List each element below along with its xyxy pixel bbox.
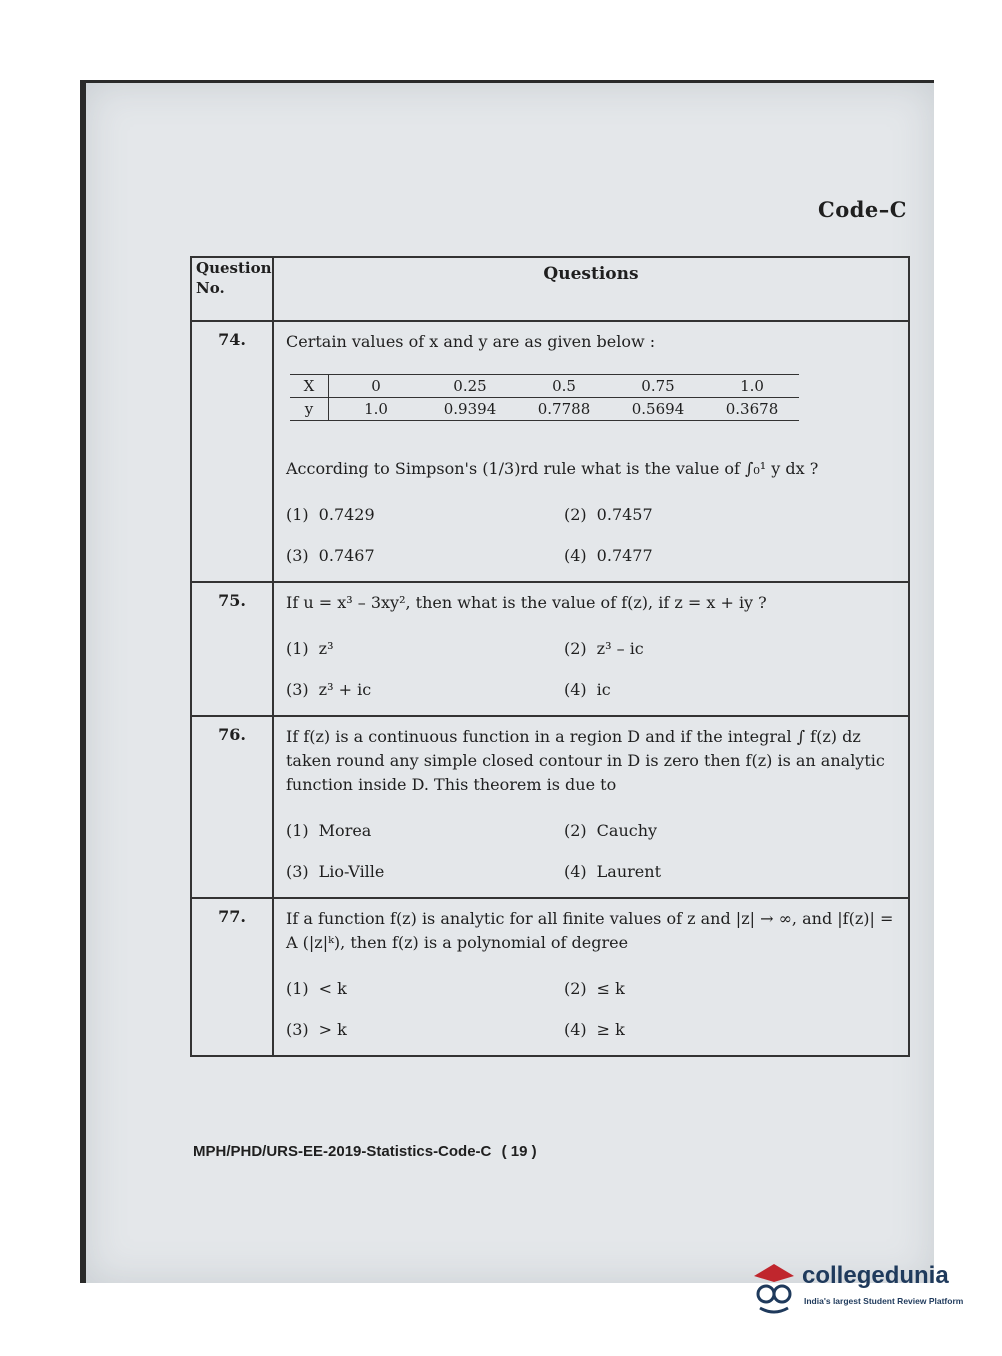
mascot-icon bbox=[748, 1258, 800, 1318]
page-footer bbox=[193, 1143, 537, 1160]
option[interactable]: (1) Morea bbox=[286, 821, 372, 840]
logo-tagline: India's largest Student Review Platform bbox=[804, 1296, 964, 1306]
footer-code: MPH/PHD/URS-EE-2019-Statistics-Code-C bbox=[193, 1143, 492, 1160]
paper-code: Code–C bbox=[818, 197, 907, 222]
question-stem-2: According to Simpson's (1/3)rd rule what is the value of ∫₀¹ y dx ? bbox=[286, 459, 819, 478]
page-number: ( 19 ) bbox=[501, 1143, 537, 1160]
option[interactable]: (2) Cauchy bbox=[564, 821, 658, 840]
option[interactable]: (1) z³ bbox=[286, 639, 334, 658]
y-value: 0.9394 bbox=[423, 398, 517, 421]
option[interactable]: (2) 0.7457 bbox=[564, 505, 653, 524]
x-value: 0.5 bbox=[517, 375, 611, 398]
question-stem: If a function f(z) is analytic for all finite values of z and |z| → ∞, and |f(z)| = A (|z|ᵏ), then f(z) is a polynomial of degree bbox=[286, 909, 894, 952]
option[interactable]: (4) ≥ k bbox=[564, 1020, 625, 1039]
y-value: 1.0 bbox=[329, 398, 424, 421]
y-value: 0.7788 bbox=[517, 398, 611, 421]
x-value: 1.0 bbox=[705, 375, 799, 398]
option[interactable]: (3) > k bbox=[286, 1020, 347, 1039]
option[interactable]: (4) ic bbox=[564, 680, 611, 699]
question-stem: If u = x³ – 3xy², then what is the value of f(z), if z = x + iy ? bbox=[286, 593, 767, 612]
question-row bbox=[191, 898, 909, 1056]
options bbox=[286, 979, 902, 1055]
question-number: 75. bbox=[191, 582, 273, 716]
question-table bbox=[190, 256, 910, 1057]
option[interactable]: (4) 0.7477 bbox=[564, 546, 653, 565]
question-row bbox=[191, 716, 909, 898]
question-number: 74. bbox=[191, 321, 273, 582]
header-questions: Questions bbox=[273, 257, 909, 321]
options bbox=[286, 639, 902, 715]
header-question-no: Question No. bbox=[191, 257, 273, 321]
question-row bbox=[191, 582, 909, 716]
question-number: 76. bbox=[191, 716, 273, 898]
option[interactable]: (2) z³ – ic bbox=[564, 639, 644, 658]
options bbox=[286, 821, 902, 897]
x-value: 0.75 bbox=[611, 375, 705, 398]
option[interactable]: (3) 0.7467 bbox=[286, 546, 375, 565]
question-row bbox=[191, 321, 909, 582]
option[interactable]: (1) < k bbox=[286, 979, 347, 998]
logo-name: collegedunia bbox=[802, 1262, 949, 1289]
xy-value-table bbox=[290, 374, 799, 421]
collegedunia-logo bbox=[748, 1258, 978, 1318]
option[interactable]: (1) 0.7429 bbox=[286, 505, 375, 524]
question-stem: Certain values of x and y are as given below : bbox=[286, 332, 656, 351]
options bbox=[286, 505, 902, 581]
y-value: 0.5694 bbox=[611, 398, 705, 421]
question-stem: If f(z) is a continuous function in a region D and if the integral ∫ f(z) dz taken round any simple closed contour in D is zero then f(z) is an analytic function inside D. This theorem is due to bbox=[286, 727, 885, 794]
option[interactable]: (2) ≤ k bbox=[564, 979, 625, 998]
option[interactable]: (3) Lio-Ville bbox=[286, 862, 385, 881]
x-label: X bbox=[290, 375, 329, 398]
x-value: 0 bbox=[329, 375, 424, 398]
option[interactable]: (3) z³ + ic bbox=[286, 680, 372, 699]
option[interactable]: (4) Laurent bbox=[564, 862, 661, 881]
y-value: 0.3678 bbox=[705, 398, 799, 421]
x-value: 0.25 bbox=[423, 375, 517, 398]
question-number: 77. bbox=[191, 898, 273, 1056]
y-label: y bbox=[290, 398, 329, 421]
